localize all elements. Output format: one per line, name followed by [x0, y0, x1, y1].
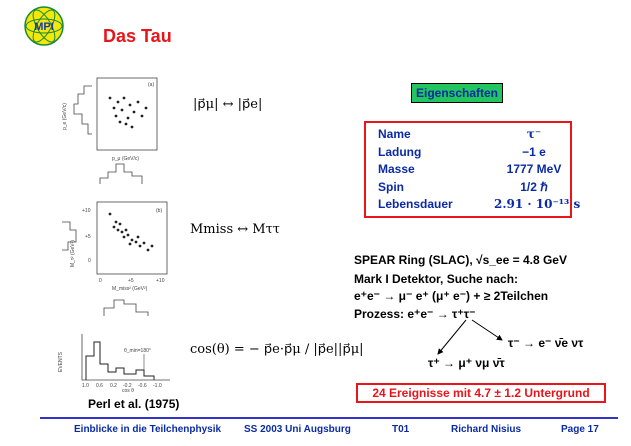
page-title: Das Tau [103, 26, 172, 46]
equation-cos: cos(θ) = − p⃗e·p⃗μ / |p⃗e||p⃗μ| [190, 342, 364, 357]
property-value: −1 e [522, 144, 546, 159]
panel2-tick-left-0: +10 [82, 208, 91, 214]
property-row [378, 144, 570, 162]
panel-mass-scatter [62, 202, 167, 316]
property-value: 1777 MeV [506, 162, 562, 176]
property-row [378, 161, 570, 179]
panel1-ylabel: p_e (GeV/c) [62, 103, 68, 130]
eigenschaften-header: Eigenschaften [411, 83, 503, 103]
mpi-logo [23, 5, 65, 47]
process-line: Prozess: e⁺e⁻ → τ⁺τ⁻ [354, 307, 476, 321]
panel3-xlabel: cos θ [122, 388, 134, 392]
property-value: 2.91 · 10⁻¹³ s [494, 197, 581, 211]
panel2-tick-bottom-1: +5 [128, 278, 134, 284]
decay-arrows [420, 318, 520, 360]
property-name: Name [378, 127, 411, 141]
mark-detector-line: Mark I Detektor, Suche nach: [354, 272, 519, 286]
property-value: 1/2 ℏ [520, 179, 548, 194]
panel2-label: (b) [156, 208, 163, 214]
tau-minus-decay: τ⁻ → e⁻ ν̄e ντ [508, 336, 584, 350]
panel2-xlabel: M_miss² (GeV²) [112, 286, 148, 292]
footer-semester: SS 2003 Uni Augsburg [244, 424, 351, 435]
panel-cos-histogram [58, 334, 170, 392]
search-reaction-line: e⁺e⁻ → μ⁻ e⁺ (μ⁺ e⁻) + ≥ 2Teilchen [354, 289, 549, 303]
panel2-tick-bottom-0: 0 [99, 278, 102, 284]
property-name: Ladung [378, 144, 422, 159]
property-row [378, 126, 570, 144]
panel1-xlabel: p_μ (GeV/c) [112, 156, 140, 162]
properties-box [364, 121, 581, 218]
property-name: Lebensdauer [378, 197, 453, 211]
result-box: 24 Ereignisse mit 4.7 ± 1.2 Untergrund [356, 383, 606, 403]
footer-page: Page 17 [561, 424, 599, 435]
panel-momentum-scatter [62, 78, 157, 184]
property-value: τ⁻ [526, 127, 542, 141]
panel3-tick-4: -0.6 [138, 383, 147, 389]
footer-rule [40, 417, 618, 419]
footer-course: Einblicke in die Teilchenphysik [74, 424, 222, 435]
equation-mass: Mmiss ↔ Mττ [190, 222, 280, 237]
panel3-tick-3: -0.2 [123, 383, 132, 389]
property-row [378, 196, 581, 214]
panel2-tick-left-1: +5 [85, 234, 91, 240]
panel3-tick-5: -1.0 [153, 383, 162, 389]
citation: Perl et al. (1975) [88, 397, 180, 411]
panel3-tick-2: 0.2 [110, 383, 117, 389]
property-name: Spin [378, 179, 404, 194]
panel2-ylabel: M_τ² (GeV²) [70, 240, 76, 267]
equation-momentum: |p⃗μ| ↔ |p⃗e| [193, 97, 263, 112]
panel3-annotation: θ_min=180° [124, 348, 151, 354]
panel3-ylabel: EVENTS [58, 351, 64, 372]
logo-text: MPI [34, 21, 54, 33]
panel1-label: (a) [148, 82, 155, 88]
panel3-tick-1: 0.6 [96, 383, 103, 389]
panel2-tick-bottom-2: +10 [156, 278, 165, 284]
footer-code: T01 [392, 424, 410, 435]
property-row [378, 179, 570, 197]
property-name: Masse [378, 162, 415, 176]
panel3-tick-0: 1.0 [82, 383, 89, 389]
tau-plus-decay: τ⁺ → μ⁺ νμ ν̄τ [428, 356, 505, 370]
panel2-tick-left-2: 0 [88, 258, 91, 264]
footer-author: Richard Nisius [451, 424, 522, 435]
spear-ring-line: SPEAR Ring (SLAC), √s_ee = 4.8 GeV [354, 253, 567, 267]
